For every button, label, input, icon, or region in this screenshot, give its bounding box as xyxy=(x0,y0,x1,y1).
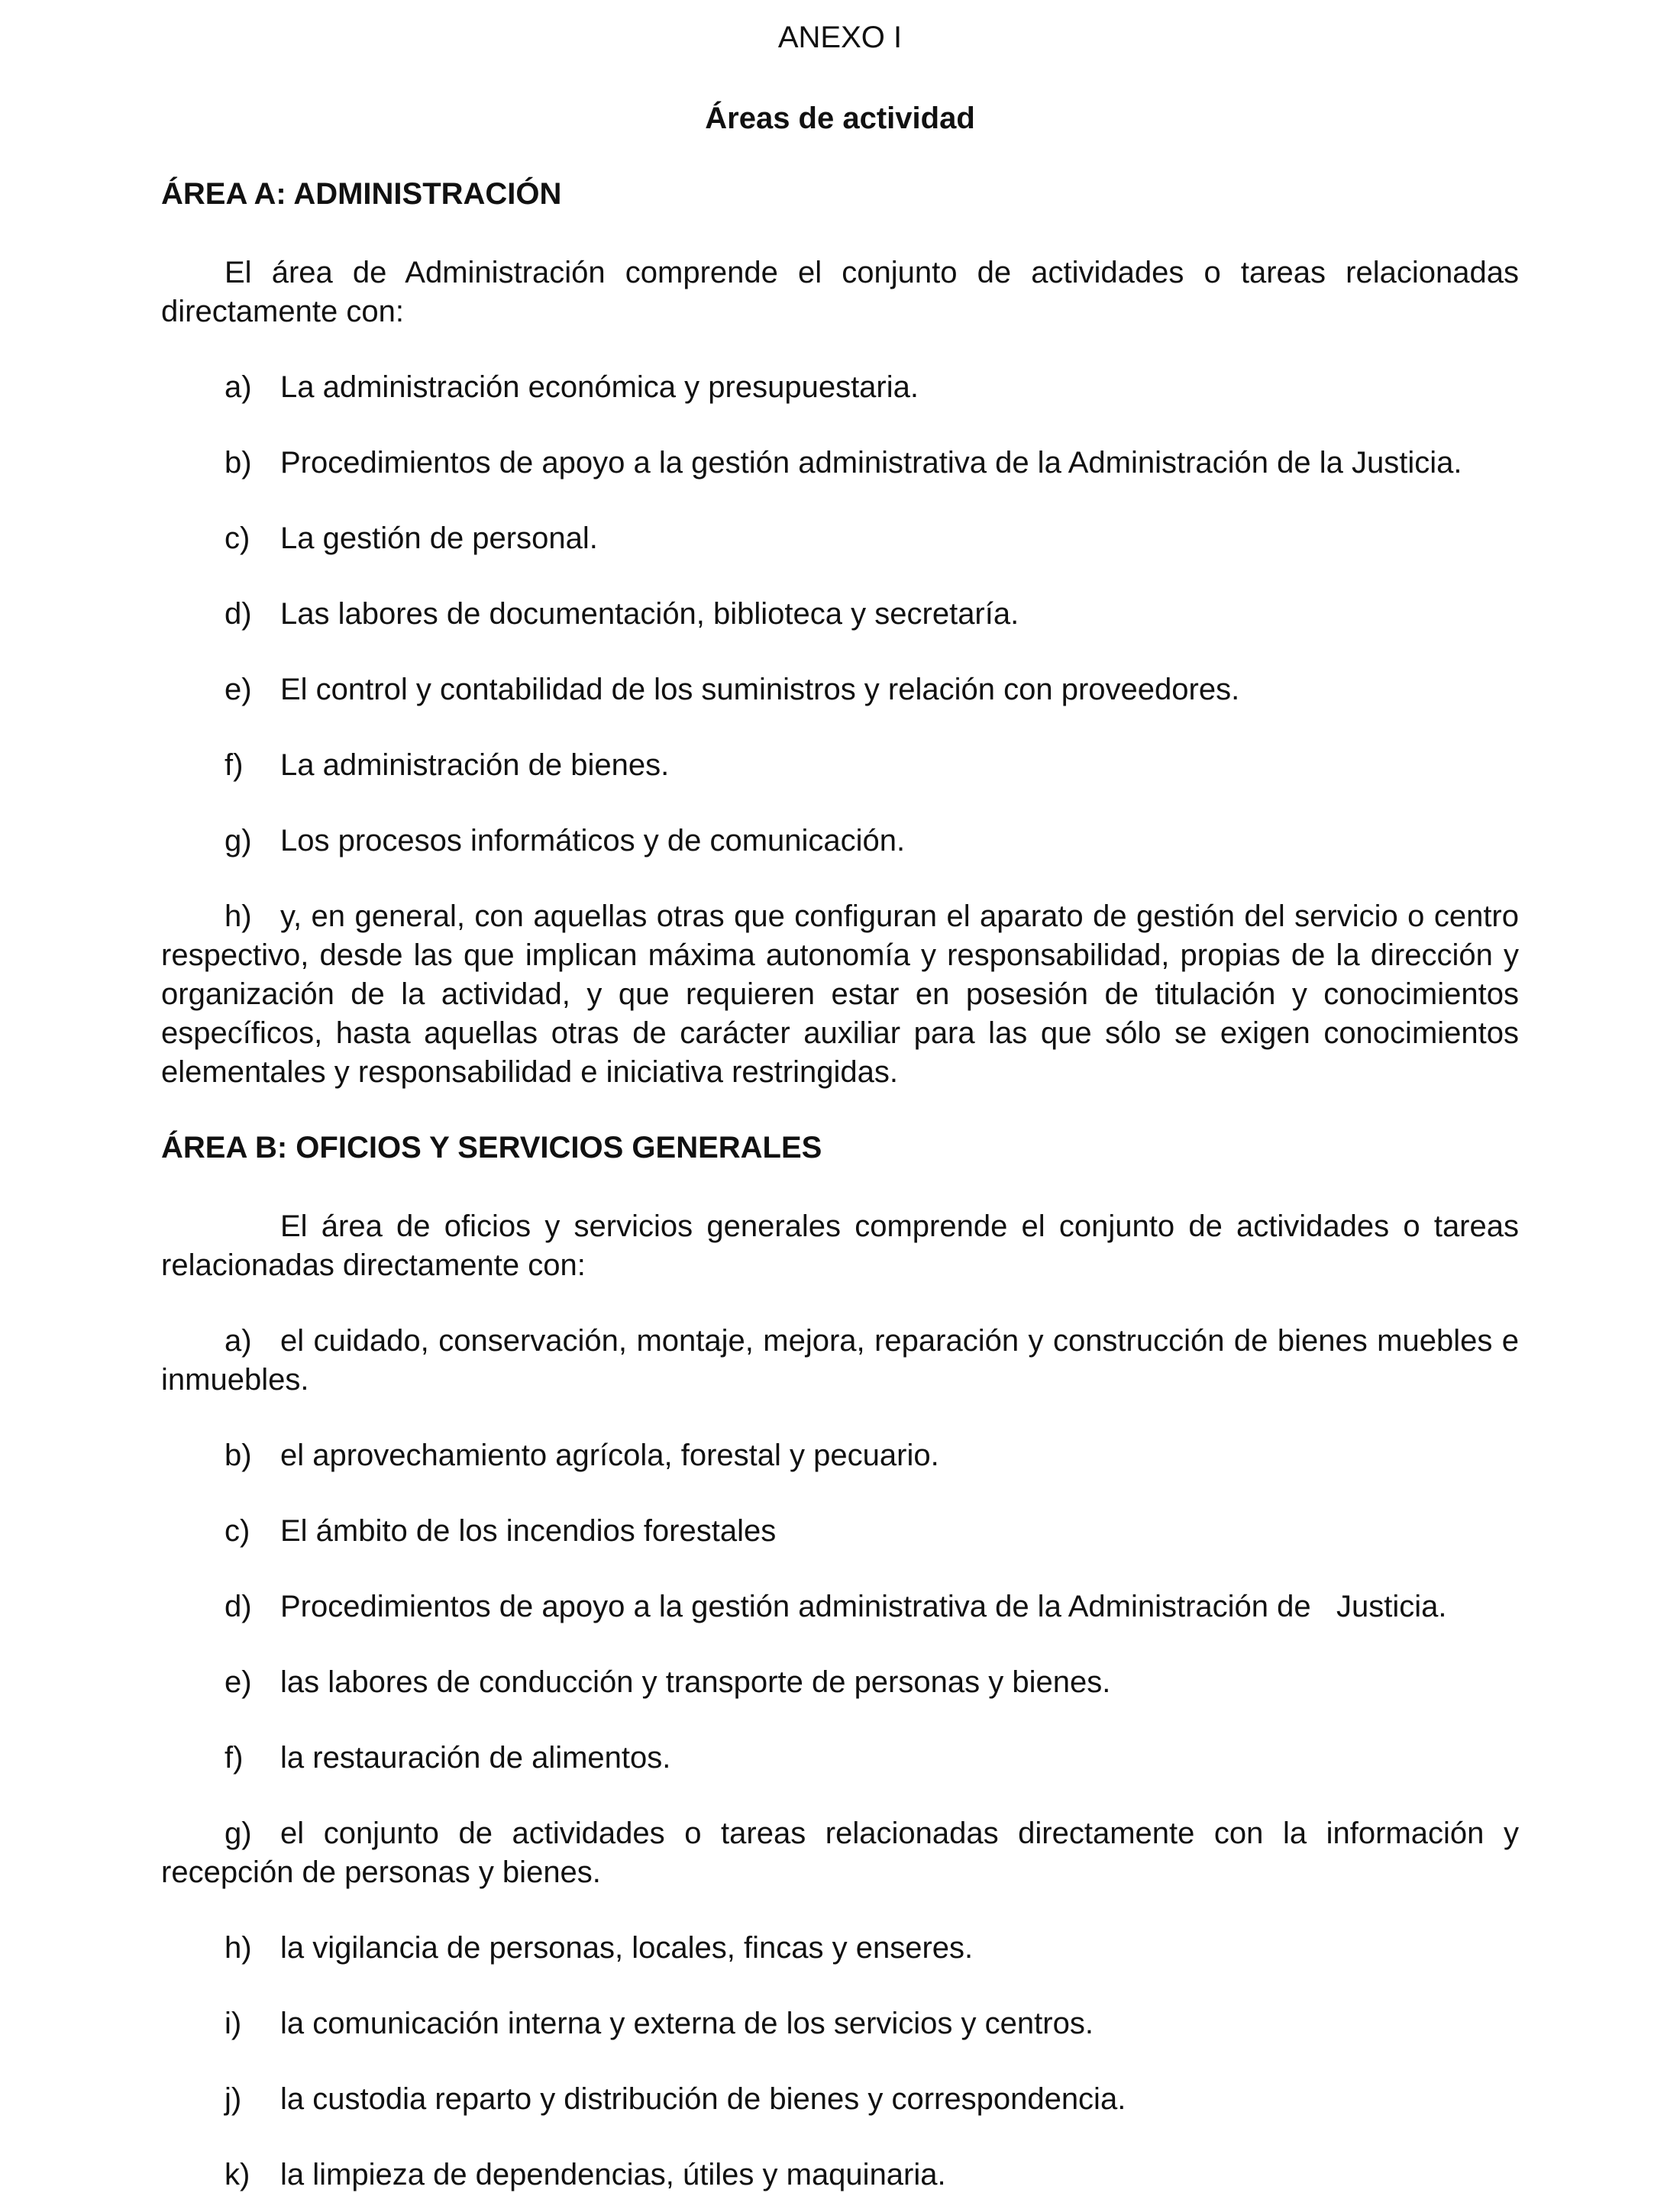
list-item-text: la vigilancia de personas, locales, fincas y enseres. xyxy=(280,1931,974,1965)
list-item xyxy=(161,1663,1519,1702)
list-item-text: Los procesos informáticos y de comunicación. xyxy=(280,824,906,857)
section-b-heading: ÁREA B: OFICIOS Y SERVICIOS GENERALES xyxy=(161,1131,822,1164)
list-item-label: c) xyxy=(225,1514,250,1548)
section-b-items xyxy=(161,1322,1519,2193)
list-item xyxy=(161,2004,1519,2043)
list-item-text: el conjunto de actividades o tareas relacionadas directamente con la información y recepción de personas y bienes. xyxy=(161,1817,1519,1889)
list-item xyxy=(161,1587,1519,1626)
list-item-label: b) xyxy=(225,446,252,480)
list-item xyxy=(161,670,1519,709)
list-item-text: Procedimientos de apoyo a la gestión administrativa de la Administración de Justicia. xyxy=(280,1590,1447,1623)
section-a-heading: ÁREA A: ADMINISTRACIÓN xyxy=(161,177,562,211)
list-item-label: c) xyxy=(225,522,250,555)
list-item-label: d) xyxy=(225,1590,252,1623)
list-item-text: La administración económica y presupuestaria. xyxy=(280,370,919,404)
list-item-text: la restauración de alimentos. xyxy=(280,1741,671,1775)
list-item-label: h) xyxy=(225,1931,252,1965)
list-item xyxy=(161,444,1519,483)
list-item xyxy=(161,1436,1519,1475)
list-item-label: i) xyxy=(225,2007,242,2040)
list-item-label: h) xyxy=(225,899,252,933)
list-item xyxy=(161,746,1519,785)
list-item-label: j) xyxy=(225,2082,242,2116)
section-a-items xyxy=(161,368,1519,1092)
list-item-text: El ámbito de los incendios forestales xyxy=(280,1514,777,1548)
list-item-label: f) xyxy=(225,748,244,782)
list-item xyxy=(161,1322,1519,1400)
list-item-label: e) xyxy=(225,1665,252,1699)
list-item xyxy=(161,519,1519,558)
list-item-text: Las labores de documentación, biblioteca y secretaría. xyxy=(280,597,1019,631)
list-item xyxy=(161,897,1519,1092)
list-item xyxy=(161,1739,1519,1778)
list-item xyxy=(161,1929,1519,1968)
section-area-a xyxy=(161,175,1519,1092)
list-item xyxy=(161,368,1519,407)
list-item-text: las labores de conducción y transporte de personas y bienes. xyxy=(280,1665,1111,1699)
list-item-label: d) xyxy=(225,597,252,631)
section-b-intro: El área de oficios y servicios generales comprende el conjunto de actividades o tareas relacionadas directamente con: xyxy=(161,1210,1519,1282)
list-item-text: El control y contabilidad de los suministros y relación con proveedores. xyxy=(280,673,1240,706)
list-item-label: a) xyxy=(225,370,252,404)
list-item-text: la comunicación interna y externa de los servicios y centros. xyxy=(280,2007,1094,2040)
list-item xyxy=(161,1814,1519,1892)
list-item-label: k) xyxy=(225,2158,250,2191)
list-item-label: g) xyxy=(225,1817,252,1850)
document-subtitle: Áreas de actividad xyxy=(705,102,975,135)
list-item xyxy=(161,595,1519,634)
list-item-text: la custodia reparto y distribución de bienes y correspondencia. xyxy=(280,2082,1126,2116)
list-item-label: f) xyxy=(225,1741,244,1775)
list-item xyxy=(161,822,1519,861)
section-area-b xyxy=(161,1129,1519,2193)
list-item-label: e) xyxy=(225,673,252,706)
section-a-intro: El área de Administración comprende el conjunto de actividades o tareas relacionadas directamente con: xyxy=(161,256,1519,328)
list-item xyxy=(161,2156,1519,2193)
list-item-text: Procedimientos de apoyo a la gestión administrativa de la Administración de la Justicia. xyxy=(280,446,1462,480)
document-title: ANEXO I xyxy=(777,21,903,54)
list-item-text: el cuidado, conservación, montaje, mejora, reparación y construcción de bienes muebles e inmuebles. xyxy=(161,1324,1519,1397)
list-item-label: a) xyxy=(225,1324,252,1358)
list-item-text: el aprovechamiento agrícola, forestal y pecuario. xyxy=(280,1439,939,1472)
list-item-text: La gestión de personal. xyxy=(280,522,598,555)
list-item-label: b) xyxy=(225,1439,252,1472)
list-item xyxy=(161,1512,1519,1551)
list-item xyxy=(161,2080,1519,2119)
list-item-text: y, en general, con aquellas otras que configuran el aparato de gestión del servicio o centro respectivo, desde las que implican máxima autonomía y responsabilidad, propias de la dirección y organización de la actividad, y que requieren estar en posesión de titulación y conocimientos específicos, hasta aquellas otras de carácter auxiliar para las que sólo se exigen conocimientos elementales y responsabilidad e iniciativa restringidas. xyxy=(161,899,1519,1089)
list-item-label: g) xyxy=(225,824,252,857)
list-item-text: la limpieza de dependencias, útiles y maquinaria. xyxy=(280,2158,946,2191)
list-item-text: La administración de bienes. xyxy=(280,748,670,782)
